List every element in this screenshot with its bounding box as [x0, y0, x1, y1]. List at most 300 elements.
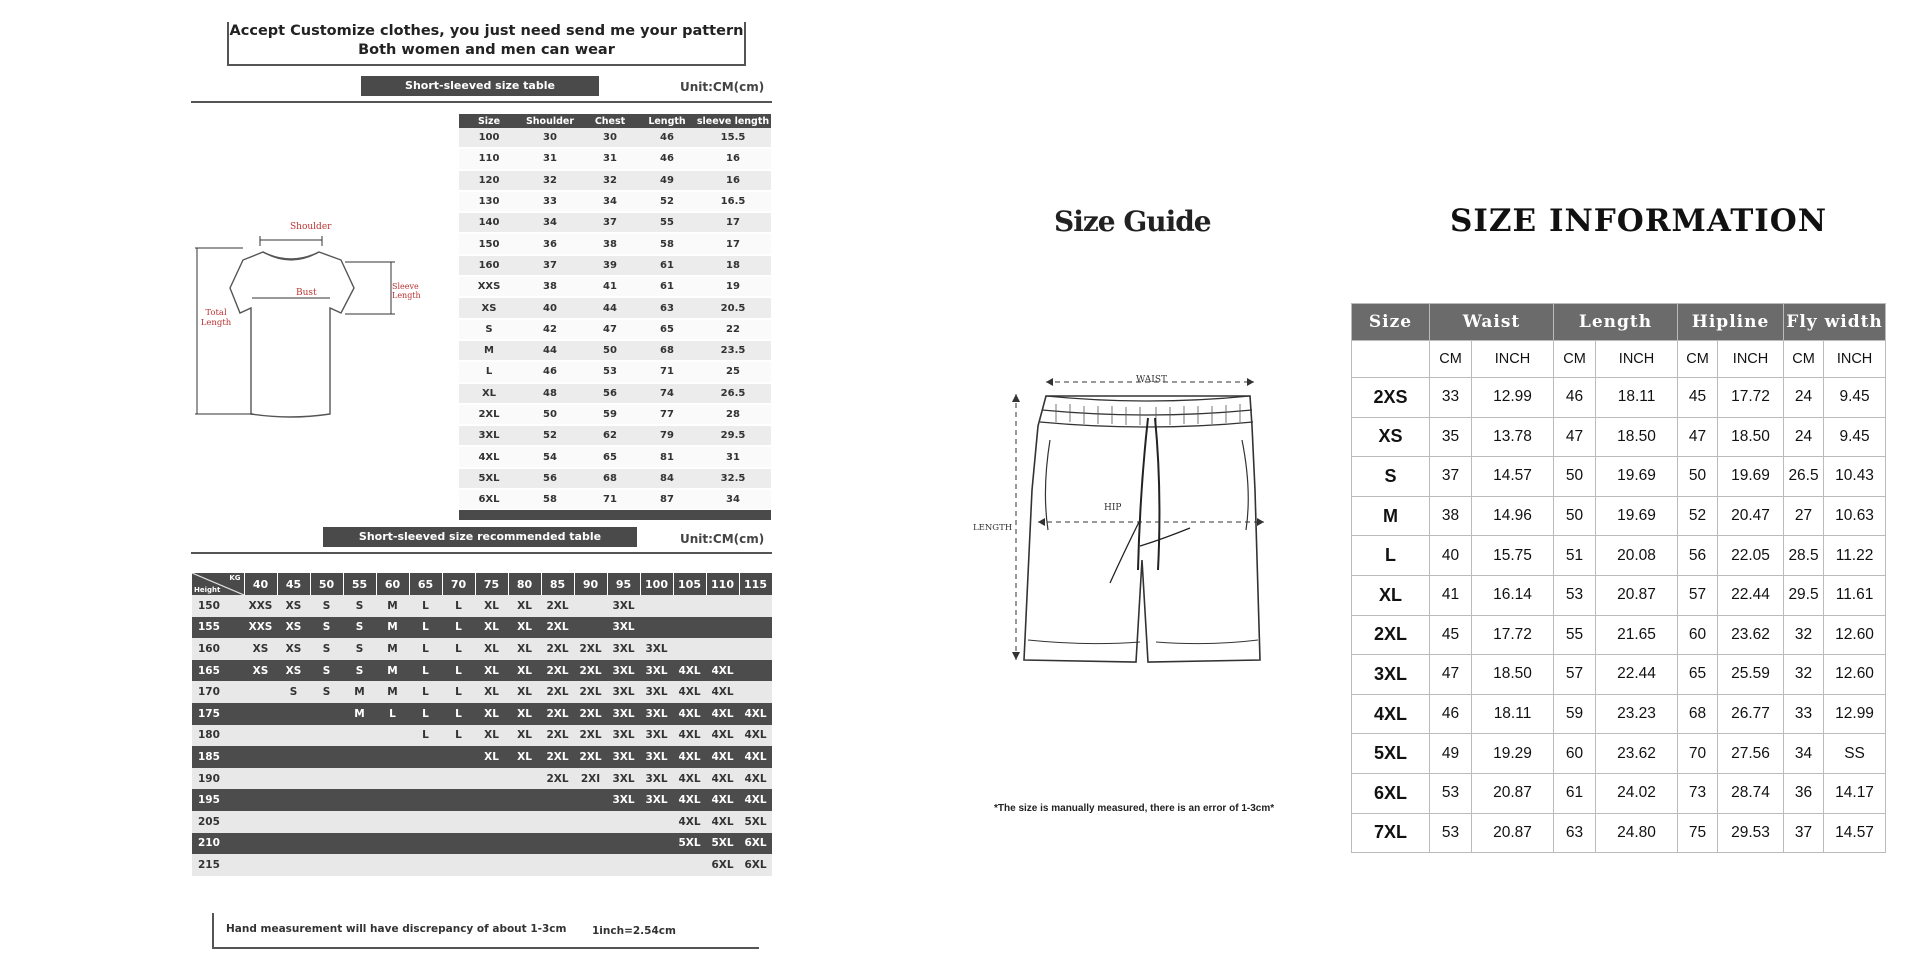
table-cell: 56	[1678, 536, 1718, 576]
table-row	[459, 297, 771, 318]
shirt-table-unit: Unit:CM(cm)	[680, 80, 765, 94]
table-cell: 52	[639, 191, 695, 212]
size-cell: M	[376, 595, 409, 617]
table-cell: 110	[459, 148, 519, 169]
size-cell: 4XL	[673, 681, 706, 703]
size-cell	[376, 833, 409, 855]
size-cell	[277, 833, 310, 855]
table-row	[459, 468, 771, 489]
header-cell: sleeve length	[696, 115, 770, 127]
table-row	[459, 212, 771, 233]
size-cell	[277, 768, 310, 790]
table-cell: 17.72	[1472, 615, 1554, 655]
size-cell: 2XL	[541, 703, 574, 725]
table-cell: 19.69	[1596, 496, 1678, 536]
table-cell: 16.5	[695, 191, 771, 212]
table-cell: 41	[1430, 575, 1472, 615]
size-cell: 3XL	[607, 768, 640, 790]
table-cell: 26.77	[1718, 694, 1784, 734]
table-cell: 140	[459, 212, 519, 233]
size-cell	[475, 854, 508, 876]
size-cell: 3XL	[607, 617, 640, 639]
table-cell: M	[459, 340, 519, 361]
size-cell: 5XL	[739, 811, 772, 833]
size-cell	[310, 789, 343, 811]
table-cell: 2XL	[459, 404, 519, 425]
table-cell: 47	[581, 319, 639, 340]
table-cell: 16	[695, 170, 771, 191]
size-cell: 2XL	[574, 660, 607, 682]
size-cell: L	[442, 703, 475, 725]
size-cell: 3XL	[607, 703, 640, 725]
size-cell: M	[376, 681, 409, 703]
table-cell: 46	[1430, 694, 1472, 734]
size-cell: XL	[475, 595, 508, 617]
table-cell: 26.5	[695, 383, 771, 404]
size-cell: 2XL	[541, 595, 574, 617]
size-cell	[640, 595, 673, 617]
size-cell	[508, 854, 541, 876]
table-cell: 61	[639, 255, 695, 276]
table-cell: 87	[639, 489, 695, 510]
table-cell: 75	[1678, 813, 1718, 853]
table-cell: 56	[519, 468, 581, 489]
height-cell: 180	[192, 725, 244, 747]
weight-header: 70	[442, 573, 475, 595]
inch-conversion: 1inch=2.54cm	[592, 925, 676, 937]
table-cell: 45	[1430, 615, 1472, 655]
size-cell: S	[343, 660, 376, 682]
size-cell	[376, 768, 409, 790]
size-cell	[244, 703, 277, 725]
table-cell: 18.11	[1472, 694, 1554, 734]
table-cell: 47	[1430, 655, 1472, 695]
length-label: LENGTH	[973, 523, 1013, 533]
table-cell: 23.23	[1596, 694, 1678, 734]
table-cell: 42	[519, 319, 581, 340]
table-cell: 10.63	[1824, 496, 1886, 536]
table-cell: 22.05	[1718, 536, 1784, 576]
size-cell: S	[343, 595, 376, 617]
size-guide-title: Size Guide	[1054, 205, 1211, 238]
table-row	[459, 383, 771, 404]
table-cell: 79	[639, 425, 695, 446]
table-cell: 24.02	[1596, 773, 1678, 813]
table-cell: 11.22	[1824, 536, 1886, 576]
table-cell: 46	[1554, 378, 1596, 418]
size-cell: XS	[277, 617, 310, 639]
weight-header: 55	[343, 573, 376, 595]
table-cell: 20.5	[695, 297, 771, 318]
table-cell: 20.47	[1718, 496, 1784, 536]
table-cell: 81	[639, 446, 695, 467]
table-cell: 30	[581, 128, 639, 148]
size-cell: 6XL	[739, 854, 772, 876]
shorts-outline	[1024, 396, 1260, 662]
table-row	[192, 854, 772, 876]
blank-cell	[1352, 341, 1430, 378]
table-cell: 52	[519, 425, 581, 446]
table-row	[1352, 773, 1886, 813]
size-cell: XXS	[244, 617, 277, 639]
table-cell: 22	[695, 319, 771, 340]
table-row	[192, 638, 772, 660]
size-cell: 3XL	[607, 595, 640, 617]
table-cell: 68	[1678, 694, 1718, 734]
table-cell: 45	[1678, 378, 1718, 418]
size-cell	[673, 595, 706, 617]
size-cell	[376, 746, 409, 768]
table-cell: SS	[1824, 734, 1886, 774]
unit-header: INCH	[1824, 341, 1886, 378]
size-cell: L	[442, 617, 475, 639]
table-cell: 18.50	[1596, 417, 1678, 457]
table-row	[1352, 378, 1886, 418]
table-cell: 50	[1554, 496, 1596, 536]
size-cell: L	[409, 703, 442, 725]
size-cell	[541, 854, 574, 876]
shirt-size-table	[459, 114, 771, 511]
shorts-diagram	[990, 370, 1290, 680]
size-cell: 2XL	[541, 617, 574, 639]
size-cell: M	[343, 681, 376, 703]
size-cell	[541, 789, 574, 811]
size-cell	[508, 833, 541, 855]
size-cell	[409, 833, 442, 855]
size-cell: S	[310, 617, 343, 639]
table-cell: 56	[581, 383, 639, 404]
table-cell: 12.99	[1472, 378, 1554, 418]
table-cell: 28	[695, 404, 771, 425]
table-cell: 23.5	[695, 340, 771, 361]
table-cell: 53	[581, 361, 639, 382]
table-cell: 68	[581, 468, 639, 489]
corner-cell	[192, 573, 244, 595]
size-cell: XL	[475, 681, 508, 703]
table-row	[459, 361, 771, 382]
weight-header: 100	[640, 573, 673, 595]
weight-header: 95	[607, 573, 640, 595]
size-cell	[475, 833, 508, 855]
height-cell: 215	[192, 854, 244, 876]
table-cell: 61	[1554, 773, 1596, 813]
height-cell: 185	[192, 746, 244, 768]
table-cell: 28.5	[1784, 536, 1824, 576]
table-cell: 21.65	[1596, 615, 1678, 655]
table-row	[1352, 694, 1886, 734]
height-axis-label: Height	[194, 586, 221, 594]
size-cell	[277, 725, 310, 747]
size-cell: XL	[508, 638, 541, 660]
table-row	[459, 233, 771, 254]
table-cell: 46	[639, 148, 695, 169]
table-cell: 14.96	[1472, 496, 1554, 536]
table-cell: 74	[639, 383, 695, 404]
table-cell: 130	[459, 191, 519, 212]
sleeve-label: Sleeve Length	[392, 282, 421, 300]
size-cell: XL	[475, 660, 508, 682]
size-cell	[739, 595, 772, 617]
table-cell: 13.78	[1472, 417, 1554, 457]
total-length-label: Total Length	[200, 308, 232, 328]
table-cell: 50	[581, 340, 639, 361]
size-cell: 4XL	[673, 725, 706, 747]
size-cell: 4XL	[706, 789, 739, 811]
table-row	[459, 255, 771, 276]
table-cell: 34	[695, 489, 771, 510]
table-row	[1352, 496, 1886, 536]
size-cell: 3XL	[640, 746, 673, 768]
size-cell: 4XL	[706, 746, 739, 768]
table-cell: 31	[695, 446, 771, 467]
table-cell: 53	[1430, 813, 1472, 853]
size-cell: L	[409, 638, 442, 660]
size-cell: 4XL	[673, 768, 706, 790]
table-cell: 29.5	[1784, 575, 1824, 615]
size-cell: 4XL	[739, 703, 772, 725]
table-cell: 14.17	[1824, 773, 1886, 813]
size-cell: 4XL	[673, 703, 706, 725]
size-cell	[244, 833, 277, 855]
table-cell: 50	[1678, 457, 1718, 497]
size-cell: XL	[508, 595, 541, 617]
size-cell	[244, 725, 277, 747]
weight-header: 80	[508, 573, 541, 595]
table-cell: 58	[639, 233, 695, 254]
size-cell: 3XL	[607, 660, 640, 682]
table-cell: 18.50	[1718, 417, 1784, 457]
table-cell: 4XL	[459, 446, 519, 467]
col-hipline: Hipline	[1678, 304, 1784, 341]
table-cell: 18.11	[1596, 378, 1678, 418]
table-cell: 34	[581, 191, 639, 212]
table-cell: 17	[695, 233, 771, 254]
height-cell: 190	[192, 768, 244, 790]
size-cell: M	[376, 660, 409, 682]
table-cell: 24	[1784, 378, 1824, 418]
table-row	[1352, 734, 1886, 774]
size-cell	[574, 833, 607, 855]
table-cell: XXS	[459, 276, 519, 297]
col-size: Size	[1352, 304, 1430, 341]
size-cell: 4XL	[739, 768, 772, 790]
waist-label: WAIST	[1136, 375, 1168, 385]
unit-header: CM	[1784, 341, 1824, 378]
table-cell: 20.87	[1472, 773, 1554, 813]
table-cell: L	[459, 361, 519, 382]
weight-axis-label: KG	[229, 574, 241, 582]
table-cell: 26.5	[1784, 457, 1824, 497]
table-row	[459, 446, 771, 467]
table-row	[1352, 575, 1886, 615]
size-cell	[541, 833, 574, 855]
size-cell: M	[376, 638, 409, 660]
height-cell: 170	[192, 681, 244, 703]
size-cell	[409, 789, 442, 811]
shoulder-label: Shoulder	[290, 222, 332, 232]
col-length: Length	[1554, 304, 1678, 341]
size-cell	[739, 681, 772, 703]
unit-header: INCH	[1718, 341, 1784, 378]
table-row	[192, 595, 772, 617]
size-cell: 3XL	[640, 703, 673, 725]
size-cell: S	[310, 595, 343, 617]
table-cell: 59	[581, 404, 639, 425]
table-cell: XS	[459, 297, 519, 318]
table-cell: 63	[639, 297, 695, 318]
table-cell: 5XL	[459, 468, 519, 489]
size-cell: 2XL	[574, 638, 607, 660]
col-fly-width: Fly width	[1784, 304, 1886, 341]
weight-header: 50	[310, 573, 343, 595]
size-cell	[640, 854, 673, 876]
weight-header: 60	[376, 573, 409, 595]
size-cell	[343, 768, 376, 790]
table-cell: 17.72	[1718, 378, 1784, 418]
size-label-cell: L	[1352, 536, 1430, 576]
custom-banner	[227, 22, 746, 66]
size-cell: L	[409, 681, 442, 703]
table-cell: 63	[1554, 813, 1596, 853]
table-cell: 37	[1430, 457, 1472, 497]
table-cell: 12.60	[1824, 655, 1886, 695]
size-cell	[640, 617, 673, 639]
table-cell: 10.43	[1824, 457, 1886, 497]
height-cell: 175	[192, 703, 244, 725]
table-row	[192, 660, 772, 682]
size-cell: L	[442, 681, 475, 703]
header-cell: Size	[459, 114, 519, 128]
size-cell: XS	[277, 660, 310, 682]
table-cell: 22.44	[1718, 575, 1784, 615]
table-row	[459, 425, 771, 446]
shorts-size-table	[1351, 303, 1886, 853]
size-cell: S	[310, 638, 343, 660]
size-cell: 3XL	[640, 789, 673, 811]
size-cell: S	[343, 638, 376, 660]
size-cell	[409, 746, 442, 768]
size-cell	[409, 854, 442, 876]
table-cell: 46	[519, 361, 581, 382]
table-cell: 32	[1784, 655, 1824, 695]
table-cell: 37	[1784, 813, 1824, 853]
size-cell	[739, 660, 772, 682]
weight-header: 115	[739, 573, 772, 595]
table-cell: 20.87	[1472, 813, 1554, 853]
size-cell	[574, 854, 607, 876]
banner-line-1: Accept Customize clothes, you just need send me your pattern	[229, 23, 744, 39]
table-cell: 19.69	[1718, 457, 1784, 497]
size-cell	[442, 789, 475, 811]
size-cell: L	[409, 660, 442, 682]
table-cell: 31	[519, 148, 581, 169]
size-label-cell: S	[1352, 457, 1430, 497]
unit-header: CM	[1678, 341, 1718, 378]
size-cell: 4XL	[706, 725, 739, 747]
unit-header: INCH	[1596, 341, 1678, 378]
size-cell: 3XL	[640, 638, 673, 660]
size-label-cell: 2XS	[1352, 378, 1430, 418]
size-cell: XL	[475, 703, 508, 725]
table-cell: 57	[1554, 655, 1596, 695]
table-cell: 57	[1678, 575, 1718, 615]
table-cell: 61	[639, 276, 695, 297]
height-cell: 155	[192, 617, 244, 639]
recommend-table-title: Short-sleeved size recommended table	[323, 527, 637, 547]
table-cell: 38	[581, 233, 639, 254]
size-cell	[244, 811, 277, 833]
table-cell: 24	[1784, 417, 1824, 457]
size-cell: 4XL	[706, 703, 739, 725]
table-cell: 47	[1554, 417, 1596, 457]
table-row	[459, 489, 771, 510]
size-cell	[607, 833, 640, 855]
table-cell: 20.08	[1596, 536, 1678, 576]
height-cell: 160	[192, 638, 244, 660]
size-cell	[343, 811, 376, 833]
table-cell: 53	[1430, 773, 1472, 813]
table-cell: 34	[1784, 734, 1824, 774]
size-cell	[343, 725, 376, 747]
size-cell: 4XL	[706, 681, 739, 703]
size-cell	[508, 768, 541, 790]
size-cell	[475, 811, 508, 833]
table-cell: 65	[639, 319, 695, 340]
table-cell: 35	[1430, 417, 1472, 457]
table-cell: 27.56	[1718, 734, 1784, 774]
size-cell	[508, 789, 541, 811]
bust-label: Bust	[296, 288, 317, 298]
table-cell: 39	[581, 255, 639, 276]
table-cell: 15.75	[1472, 536, 1554, 576]
size-cell: 6XL	[739, 833, 772, 855]
table-cell: 60	[1678, 615, 1718, 655]
footer-note-box	[212, 913, 759, 949]
recommend-size-table	[192, 573, 773, 876]
size-cell	[706, 617, 739, 639]
table-cell: 3XL	[459, 425, 519, 446]
weight-header: 75	[475, 573, 508, 595]
table-cell: 37	[519, 255, 581, 276]
size-cell	[508, 811, 541, 833]
table-cell: 55	[1554, 615, 1596, 655]
table-cell: 62	[581, 425, 639, 446]
table-row	[192, 681, 772, 703]
size-cell: L	[409, 725, 442, 747]
size-cell	[277, 854, 310, 876]
size-cell: 5XL	[706, 833, 739, 855]
table-cell: 100	[459, 128, 519, 148]
size-cell: L	[442, 595, 475, 617]
weight-header: 45	[277, 573, 310, 595]
table-cell: 71	[639, 361, 695, 382]
table-cell: 44	[519, 340, 581, 361]
size-cell: 2XL	[541, 660, 574, 682]
size-cell	[244, 681, 277, 703]
table-row	[192, 789, 772, 811]
size-cell	[310, 703, 343, 725]
size-cell: 4XL	[673, 746, 706, 768]
table-cell: 12.99	[1824, 694, 1886, 734]
table-cell: 12.60	[1824, 615, 1886, 655]
size-cell	[739, 617, 772, 639]
table-cell: 68	[639, 340, 695, 361]
size-cell	[574, 595, 607, 617]
table-cell: 29.53	[1718, 813, 1784, 853]
table-cell: 70	[1678, 734, 1718, 774]
weight-header: 110	[706, 573, 739, 595]
size-cell	[640, 811, 673, 833]
